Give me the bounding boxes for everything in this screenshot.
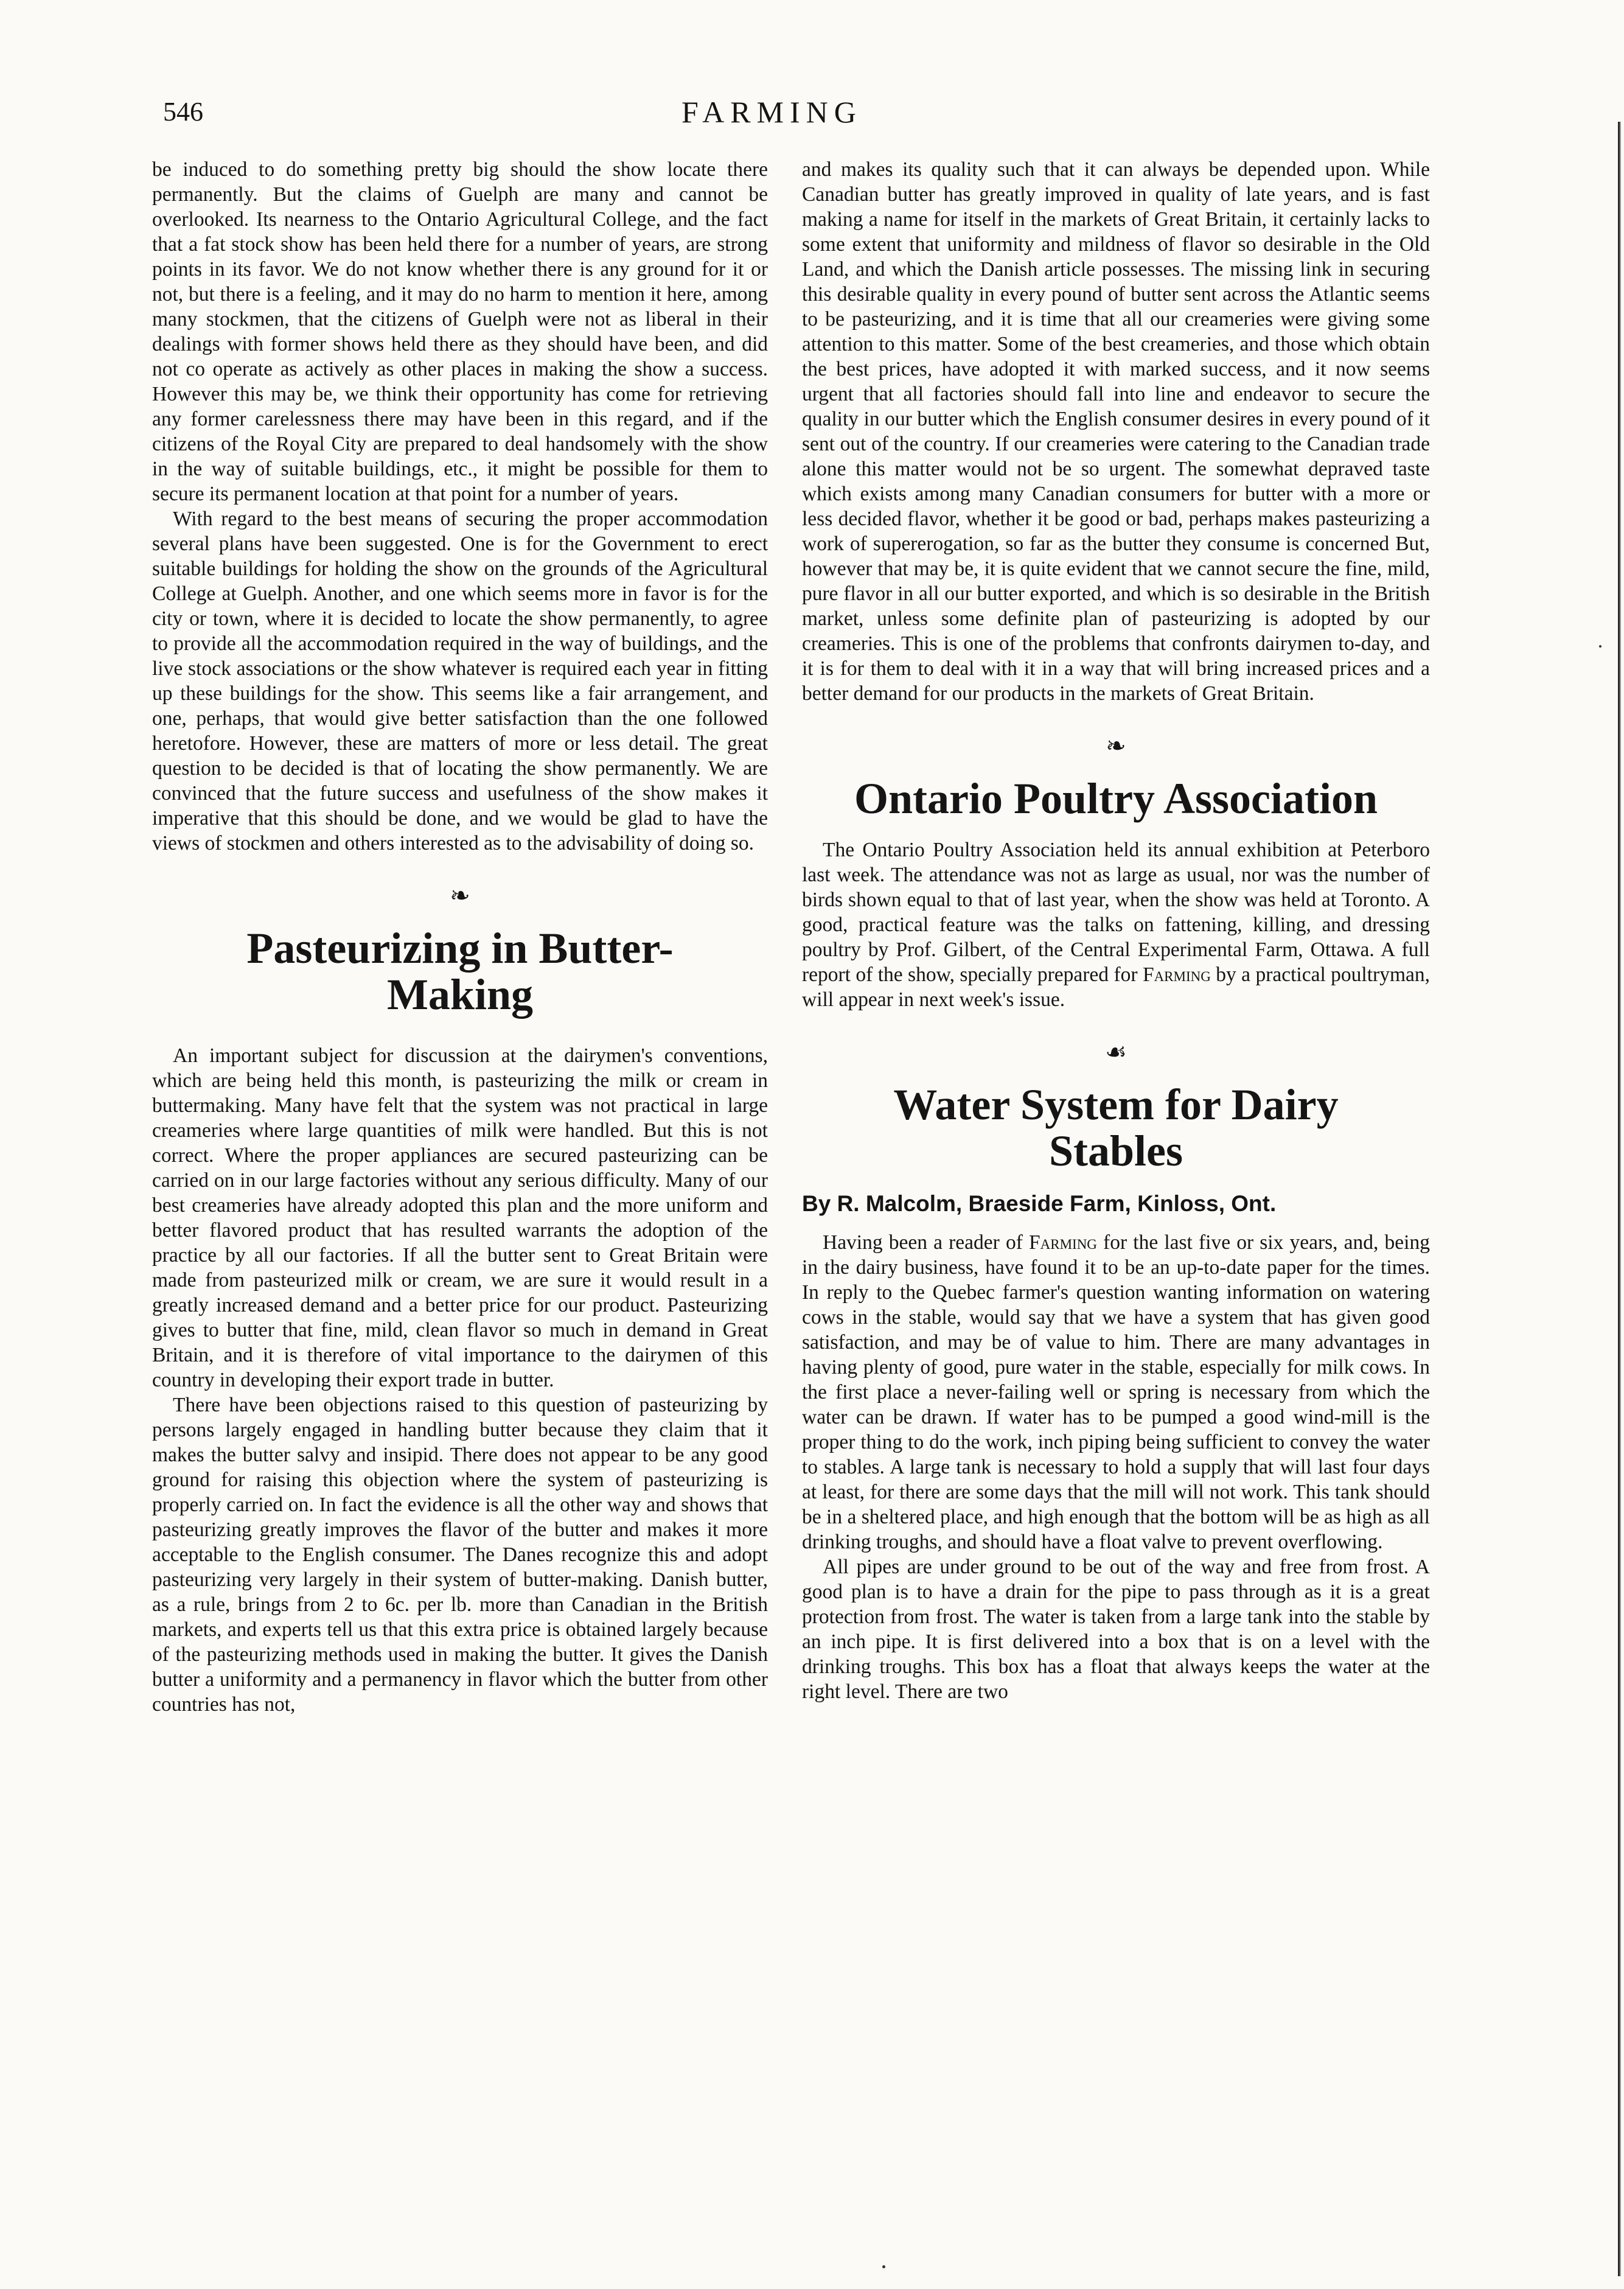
- water-farming-name: Farming: [1029, 1231, 1097, 1254]
- ornament-icon: ❧: [1106, 732, 1126, 760]
- water-byline: By R. Malcolm, Braeside Farm, Kinloss, Ont.: [802, 1191, 1277, 1216]
- water-paragraph-1: [802, 1230, 1430, 1554]
- intro-paragraph-2: With regard to the best means of securing the proper accommodation several plans have been suggested. One is for the Government to erect suitable buildings for holding the show on the grounds of the Agricultural College at Guelph. Another, and one which seems more in favor is for the city or town, where it is decided to locate the show permanently, to agree to provide all the accommodation required in the way of buildings, and the live stock associations or the show whatever is required each year in fitting up these buildings for the show. This seems like a fair arrangement, and one, perhaps, that would give better satisfaction than the one followed heretofore. However, these are matters of more or less detail. The great question to be decided is that of locating the show permanently. We are convinced that the future success and usefulness of the show makes it imperative that this should be done, and we would be glad to have the views of stockmen and others interested as to the advisability of doing so.: [152, 508, 768, 854]
- pasteurizing-paragraph-1: An important subject for discussion at the dairymen's conventions, which are being held this month, is pasteurizing the milk or cream in buttermaking. Many have felt that the system was not practical in large creameries where large quantities of milk were handled. But this is not correct. Where the proper appliances are secured pasteurizing can be carried on in our large factories without any serious difficulty. Many of our best creameries have already adopted this plan and the more uniform and better flavored product that has resulted warrants the adoption of the practice by all our factories. If all the butter sent to Great Britain were made from pasteurized milk or cream, we are sure it would result in a greatly increased demand and a better price for our product. Pasteurizing gives to butter that fine, mild, clean flavor so much in demand in Great Britain, and it is therefore of vital importance to the dairymen of this country in developing their export trade in butter.: [152, 1044, 768, 1391]
- poultry-farming-name: Farming: [1142, 963, 1211, 986]
- left-column: [152, 157, 768, 1717]
- right-column: [802, 157, 1430, 1704]
- page-number: 546: [163, 97, 203, 127]
- running-head: FARMING: [681, 95, 862, 129]
- article-title-poultry: Ontario Poultry Association: [854, 774, 1378, 823]
- scan-speck: [882, 2265, 885, 2268]
- ornament-icon: ❧: [450, 882, 470, 909]
- poultry-paragraph: [802, 837, 1430, 1012]
- water-p1-before: Having been a reader of: [823, 1231, 1029, 1254]
- water-p1-after: for the last five or six years, and, being in the dairy business, have found it to be an up-to-date paper for the times. In reply to the Quebec farmer's question wanting information on watering cows in the stable, would say that we have a system that has given good satisfaction, and may be of value to him. There are many advantages in having plenty of good, pure water in the stable, especially for milk cows. In the first place a never-failing well or spring is necessary from which the water can be drawn. If water has to be pumped a good wind-mill is the proper thing to do the work, inch piping being sufficient to convey the water to stables. A large tank is necessary to hold a supply that will last four days at least, for there are some days that the mill will not work. This tank should be in a sheltered place, and high enough that the bottom will be as high as all drinking troughs, and should have a float valve to prevent overflowing.: [802, 1231, 1430, 1553]
- intro-paragraph-1: be induced to do something pretty big should the show locate there permanently. But the claims of Guelph are many and cannot be overlooked. Its nearness to the Ontario Agricultural College, and the fact that a fat stock show has been held there for a number of years, are strong points in its favor. We do not know whether there is any ground for it or not, but there is a feeling, and it may do no harm to mention it here, among many stockmen, that the citizens of Guelph were not as liberal in their dealings with former shows held there as they should have been, and did not co operate as actively as other places in making the show a success. However this may be, we think their opportunity has come for retrieving any former carelessness there may have been in this regard, and if the citizens of the Royal City are prepared to deal handsomely with the show in the way of suitable buildings, etc., it might be possible for them to secure its permanent location at that point for a number of years.: [152, 158, 768, 505]
- ornament-icon: ☙: [1105, 1038, 1127, 1066]
- scan-speck: [1599, 645, 1601, 648]
- pasteurizing-paragraph-2: There have been objections raised to this question of pasteurizing by persons largely engaged in handling butter because they claim that it makes the butter salvy and insipid. There does not appear to be any good ground for raising this objection where the system of pasteurizing is properly carried on. In fact the evidence is all the other way and shows that pasteurizing greatly improves the flavor of the butter and makes it more acceptable to the English consumer. The Danes recognize this and adopt pasteurizing very largely in their system of butter-making. Danish butter, as a rule, brings from 2 to 6c. per lb. more than Canadian in the British markets, and experts tell us that this extra price is obtained largely because of the pasteurizing methods used in making the butter. It gives the Danish butter a uniformity and a permanency in flavor which the butter from other countries has not,: [152, 1394, 768, 1716]
- poultry-text-before: The Ontario Poultry Association held its annual exhibition at Peterboro last week. The attendance was not as large as usual, nor was the number of birds shown equal to that of last year, when the show was held at Toronto. A good, practical feature was the talks on fattening, killing, and dressing poultry by Prof. Gilbert, of the Central Experimental Farm, Ottawa. A full report of the show, specially prepared for: [802, 839, 1430, 986]
- water-paragraph-2: All pipes are under ground to be out of the way and free from frost. A good plan is to have a drain for the pipe to pass through as it is a great protection from frost. The water is taken from a large tank into the stable by an inch pipe. It is first delivered into a box that is on a level with the drinking troughs. This box has a float that always keeps the water at the right level. There are two: [802, 1556, 1430, 1703]
- binding-edge: [1618, 122, 1623, 2276]
- poultry-text-after: by a practical poultryman, will appear in next week's issue.: [802, 963, 1431, 1011]
- pasteurizing-continuation: and makes its quality such that it can always be depended upon. While Canadian butter has greatly improved in quality of late years, and is fast making a name for itself in the markets of Great Britain, it certainly lacks to some extent that uniformity and mildness of flavor so desirable in the Old Land, and which the Danish article possesses. The missing link in securing this desirable quality in every pound of butter sent across the Atlantic seems to be pasteurizing, and it is time that all our creameries were giving some attention to this matter. Some of the best creameries, and those which obtain the best prices, have adopted it with marked success, and it now seems urgent that all factories should fall into line and endeavor to secure the quality in our butter which the English consumer desires in every pound of it sent out of the country. If our creameries were catering to the Canadian trade alone this matter would not be so urgent. The somewhat depraved taste which exists among many Canadian consumers for butter with a more or less decided flavor, whether it be good or bad, perhaps makes pasteurizing a work of supererogation, so far as the butter they consume is concerned But, however that may be, it is quite evident that we cannot secure the fine, mild, pure flavor in all our butter exported, and which is so desirable in the British market, unless some definite plan of pasteurizing is adopted by our creameries. This is one of the problems that confronts dairymen to-day, and it is for them to deal with it in a way that will bring increased prices and a better demand for our products in the markets of Great Britain.: [802, 158, 1430, 705]
- article-title-pasteurizing: Pasteurizing in Butter-Making: [246, 924, 674, 1019]
- article-title-water-system: Water System for Dairy Stables: [893, 1080, 1339, 1175]
